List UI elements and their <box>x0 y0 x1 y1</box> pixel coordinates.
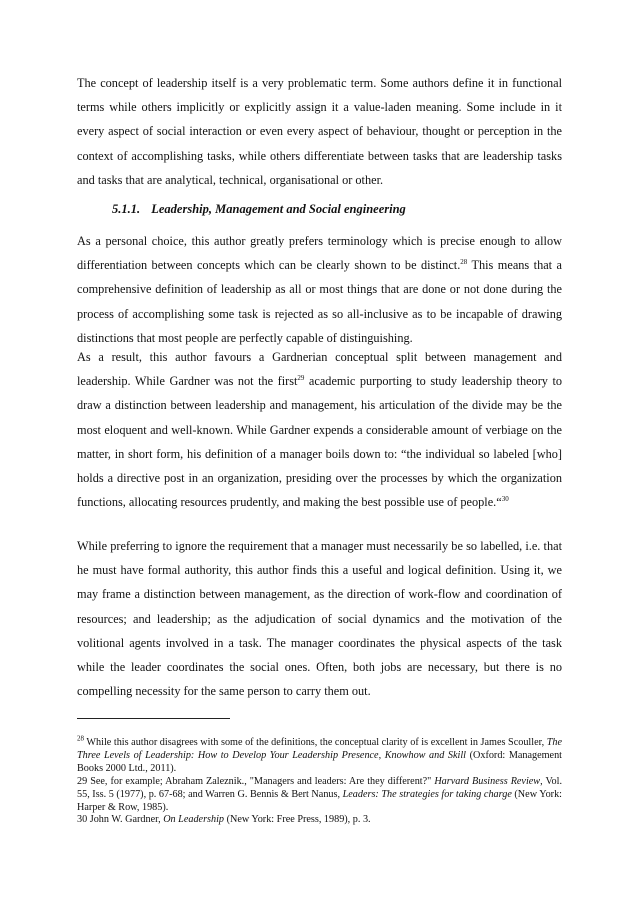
footnote-30 <box>77 814 562 827</box>
section-heading <box>112 197 552 221</box>
footnote-text: 30 John W. Gardner, <box>77 814 164 826</box>
paragraph-text: As a result, this author favours a Gardnerian conceptual split between management and leadership. While Gardner was not the first <box>77 350 562 389</box>
footnote-marker: 28 <box>77 734 84 743</box>
paragraph-personal-choice <box>77 229 562 350</box>
footnote-separator <box>77 718 230 719</box>
footnote-text: 29 See, for example; Abraham Zaleznik., "Managers and leaders: Are they different?" <box>77 775 435 787</box>
book-title: On Leadership <box>163 814 225 826</box>
journal-title: Harvard Business Review <box>434 775 541 787</box>
section-number: 5.1.1. <box>112 202 141 216</box>
footnote-ref-30[interactable]: 30 <box>501 495 509 504</box>
paragraph-text: academic purporting to study leadership theory to draw a distinction between leadership and management, his articulation of the divide may be the most eloquent and well-known. While Gardner expends a considerable amount of verbiage on the matter, in short form, his definition of a manager boils down to: “the individual so labeled [who] holds a directive post in an organization, presiding over the processes by which the organization functions, allocating resources prudently, and making the best possible use of people.“ <box>77 374 563 510</box>
paragraph-text: As a personal choice, this author greatly prefers terminology which is precise enough to allow differentiation between concepts which can be clearly shown to be distinct. <box>77 234 562 273</box>
paragraph-management-vs-leadership <box>77 534 562 703</box>
footnote-text: (Oxford: Management Books 2000 Ltd., 2011). <box>77 749 563 774</box>
footnote-28 <box>77 734 563 776</box>
footnote-text: (New York: Harper & Row, 1985). <box>77 788 562 813</box>
paragraph-text: This means that a comprehensive definition of leadership as all or most things that are done or not done during the process of accomplishing some task is rejected as so all-inclusive as to be incapable of drawing distinctions that most people are perfectly capable of distinguishing. <box>77 258 562 345</box>
footnote-29 <box>77 776 562 815</box>
footnote-text: (New York: Free Press, 1989), p. 3. <box>224 814 371 826</box>
paragraph-text: The concept of leadership itself is a very problematic term. Some authors define it in functional terms while others implicitly or explicitly assign it a value-laden meaning. Some include in it every aspect of social interaction or even every aspect of behaviour, thought or perception in the context of accomplishing tasks, while others differentiate between tasks that are leadership tasks and tasks that are analytical, technical, organisational or other. <box>77 76 562 187</box>
footnote-ref-29[interactable]: 29 <box>297 374 305 383</box>
paragraph-text: While preferring to ignore the requirement that a manager must necessarily be so labelled, i.e. that he must have formal authority, this author finds this a useful and logical definition. Using it, we may frame a distinction between management, as the direction of work-flow and coordination of resources; and leadership; as the adjudication of social dynamics and the motivation of the volitional agents involved in a task. The manager coordinates the physical aspects of the task while the leader coordinates the social ones. Often, both jobs are necessary, but there is no compelling necessity for the same person to carry them out. <box>77 539 562 699</box>
footnote-ref-28[interactable]: 28 <box>460 258 468 267</box>
book-title: Leaders: The strategies for taking charge <box>342 788 512 800</box>
section-title: Leadership, Management and Social engineering <box>151 202 406 216</box>
footnote-text: While this author disagrees with some of the definitions, the conceptual clarity of is excellent in James Scouller, <box>84 737 547 748</box>
footnote-text: , Vol. 55, Iss. 5 (1977), p. 67-68; and Warren G. Bennis & Bert Nanus, <box>77 775 562 800</box>
book-title: The Three Levels of Leadership: How to Develop Your Leadership Presence, Knowhow and Skill <box>77 737 562 761</box>
footnotes <box>77 734 563 827</box>
paragraph-gardnerian-split <box>77 345 562 514</box>
paragraph-concept-of-leadership <box>77 71 562 192</box>
